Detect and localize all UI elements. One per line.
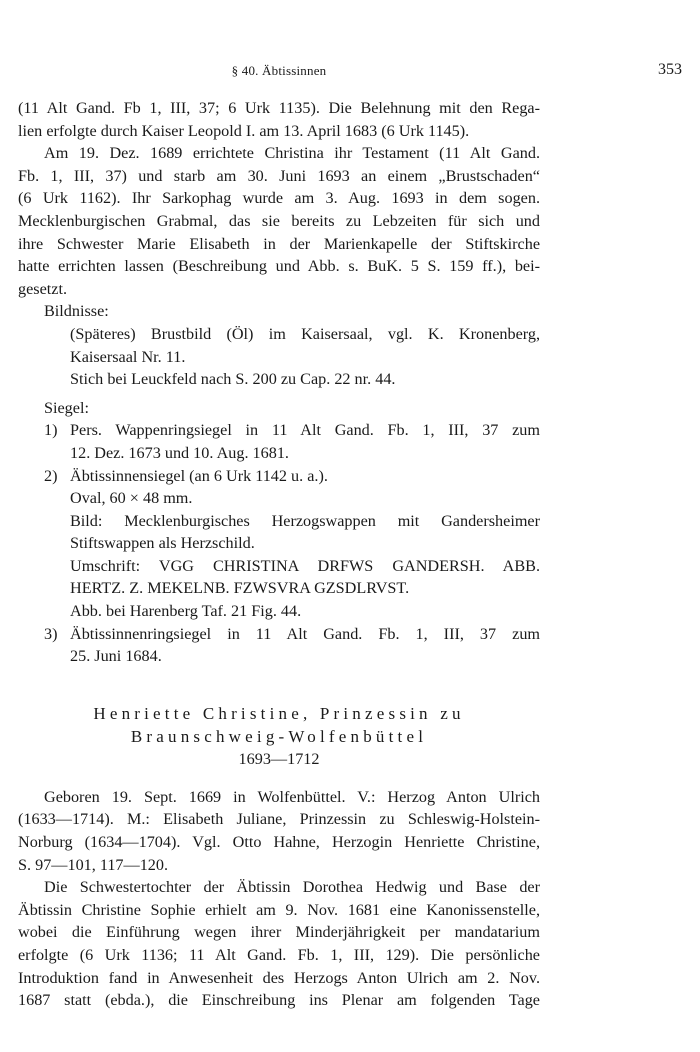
text-line: Kaisersaal Nr. 11. — [70, 347, 186, 366]
text-line: gesetzt. — [18, 279, 67, 298]
paragraph-testament — [18, 142, 540, 300]
text-line: Stiftswappen als Herzschild. — [70, 534, 255, 553]
running-header — [18, 61, 682, 83]
text-line: Die Schwestertochter der Äbtissin Dorothea Hedwig und Base der — [44, 878, 540, 897]
text-line: S. 97—101, 117—120. — [18, 855, 169, 874]
text-line: (Späteres) Brustbild (Öl) im Kaisersaal, vgl. K. Kronenberg, — [70, 324, 540, 343]
text-line: lien erfolgte durch Kaiser Leopold I. am 13. April 1683 (6 Urk 1145). — [18, 121, 470, 140]
text-line: Norburg (1634—1704). Vgl. Otto Hahne, Herzogin Henriette Christine, — [18, 833, 540, 852]
text-line: ihre Schwester Marie Elisabeth in der Marienkapelle der Stiftskirche — [18, 234, 540, 253]
text-line: Bild: Mecklenburgisches Herzogswappen mit Gandersheimer — [70, 511, 540, 530]
entry-number: 3) — [44, 624, 58, 643]
seals-label: Siegel: — [44, 398, 89, 417]
text-line: (1633—1714). M.: Elisabeth Juliane, Prinzessin zu Schleswig-Holstein- — [18, 810, 540, 829]
text-line: Abb. bei Harenberg Taf. 21 Fig. 44. — [70, 602, 302, 621]
text-line: Oval, 60 × 48 mm. — [70, 489, 193, 508]
paragraph-continuation — [18, 97, 540, 142]
seal-entry — [18, 419, 540, 464]
heading-line: Braunschweig-Wolfenbüttel — [130, 726, 428, 746]
text-line: erfolgte (6 Urk 1136; 11 Alt Gand. Fb. 1, III, 129). Die persönliche — [18, 946, 540, 964]
paragraph-canoness — [18, 876, 540, 1012]
section-heading — [18, 702, 540, 770]
text-line: wobei die Einführung wegen ihrer Minderjährigkeit per mandatarium — [18, 923, 540, 942]
text-line: Äbtissinnenringsiegel in 11 Alt Gand. Fb. 1, III, 37 zum — [70, 624, 540, 643]
entry-number: 2) — [44, 466, 58, 485]
text-line: Äbtissin Christine Sophie erhielt am 9. Nov. 1681 eine Kanonissenstelle, — [18, 900, 540, 919]
entry-number: 1) — [44, 421, 58, 440]
seal-entry — [18, 623, 540, 668]
text-line: Stich bei Leuckfeld nach S. 200 zu Cap. 22 nr. 44. — [70, 370, 396, 389]
text-line: Introduktion fand in Anwesenheit des Herzogs Anton Ulrich am 2. Nov. — [18, 968, 540, 987]
text-line: (6 Urk 1162). Ihr Sarkophag wurde am 3. Aug. 1693 in dem sogen. — [18, 189, 540, 208]
text-line: Umschrift: VGG CHRISTINA DRFWS GANDERSH. ABB. — [70, 556, 540, 575]
portraits-label: Bildnisse: — [44, 302, 109, 321]
text-line: HERTZ. Z. MEKELNB. FZWSVRA GZSDLRVST. — [70, 579, 410, 598]
text-line: Am 19. Dez. 1689 errichtete Christina ihr Testament (11 Alt Gand. — [44, 144, 540, 163]
heading-years: 1693—1712 — [238, 749, 320, 768]
seals-section — [18, 397, 540, 668]
paragraph-birth — [18, 786, 540, 876]
page-body — [18, 97, 540, 1012]
text-line: Pers. Wappenringsiegel in 11 Alt Gand. Fb. 1, III, 37 zum — [70, 421, 540, 440]
page-number: 353 — [658, 61, 682, 78]
portraits-section — [18, 300, 540, 390]
text-line: 1687 statt (ebda.), die Einschreibung ins Plenar am folgenden Tage — [18, 991, 540, 1010]
text-line: Fb. 1, III, 37) und starb am 30. Juni 1693 an einem „Brustschaden“ — [18, 166, 540, 185]
heading-line: Henriette Christine, Prinzessin zu — [93, 703, 465, 723]
text-line: hatte errichten lassen (Beschreibung und Abb. s. BuK. 5 S. 159 ff.), bei- — [18, 257, 540, 276]
seal-entry — [18, 465, 540, 623]
text-line: 25. Juni 1684. — [70, 647, 162, 666]
text-line: Äbtissinnensiegel (an 6 Urk 1142 u. a.). — [70, 466, 328, 485]
text-line: 12. Dez. 1673 und 10. Aug. 1681. — [70, 443, 289, 462]
section-title: § 40. Äbtissinnen — [231, 63, 327, 78]
text-line: (11 Alt Gand. Fb 1, III, 37; 6 Urk 1135). Die Belehnung mit den Rega- — [18, 99, 540, 117]
text-line: Mecklenburgischen Grabmal, das sie bereits zu Lebzeiten für sich und — [18, 211, 540, 230]
text-line: Geboren 19. Sept. 1669 in Wolfenbüttel. V.: Herzog Anton Ulrich — [44, 787, 540, 806]
